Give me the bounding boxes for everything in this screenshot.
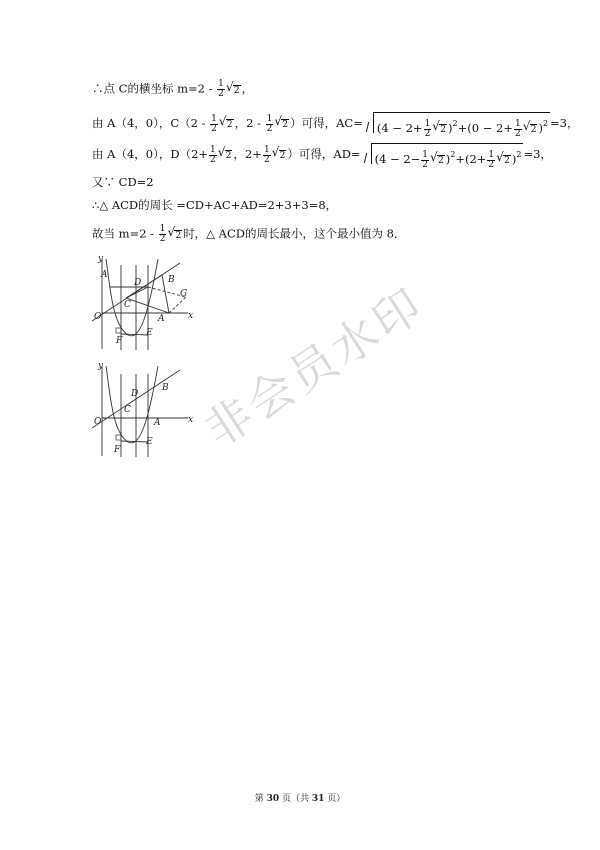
svg-text:C: C xyxy=(124,300,131,310)
svg-text:B: B xyxy=(168,275,175,285)
watermark: 非会员水印 xyxy=(194,276,434,458)
solution-line-3: 由 A（4，0），D（2+ $\frac{1}{2}$ √ 2 ，2+ $\frac{1}{2}$ √ 2 ）可得，AD= (4 − 2− $\frac{1}{2}$ √ 2 )$^2$+(2+ $\frac{1}{2}$ √ 2 )$^2$ =3， xyxy=(92,143,552,167)
svg-text:O: O xyxy=(94,312,102,322)
svg-text:x: x xyxy=(188,415,194,425)
svg-text:A: A xyxy=(158,314,165,324)
radical-ac: (4 − 2+ $\frac{1}{2}$ √ 2 )$^2$+(0 − 2+ $\frac{1}{2}$ √ 2 )$^2$ xyxy=(363,112,550,136)
svg-text:C: C xyxy=(124,405,131,415)
figure-1 xyxy=(88,255,198,355)
solution-line-2: 由 A（4，0），C（2 - $\frac{1}{2}$ √ 2 ，2 - $\frac{1}{2}$ √ 2 ）可得，AC= (4 − 2+ $\frac{1}{2}$ √ 2 )$^2$+(0 − 2+ $\frac{1}{2}$ √ 2 )$^2$ =3， xyxy=(92,112,578,136)
svg-text:y: y xyxy=(98,361,104,371)
svg-text:O: O xyxy=(94,417,102,427)
parabola xyxy=(106,259,158,336)
radical-ad: (4 − 2− $\frac{1}{2}$ √ 2 )$^2$+(2+ $\frac{1}{2}$ √ 2 )$^2$ xyxy=(361,143,524,167)
svg-text:F: F xyxy=(116,336,123,346)
svg-text:D: D xyxy=(131,389,139,399)
sqrt: √ 2 xyxy=(226,81,241,97)
fraction: $\frac{1}{2}$ xyxy=(218,79,224,99)
svg-text:G: G xyxy=(180,289,188,299)
solution-line-1: ∴点 C的横坐标 m=2 - $\frac{1}{2}$ √ 2 ， xyxy=(92,80,253,99)
svg-text:A: A xyxy=(101,270,108,280)
svg-text:x: x xyxy=(188,311,194,321)
svg-text:B: B xyxy=(162,383,169,393)
solution-line-4: 又∵ CD=2 xyxy=(92,175,154,189)
svg-text:D: D xyxy=(134,278,142,288)
svg-text:A: A xyxy=(154,418,161,428)
svg-text:E: E xyxy=(146,437,153,447)
solution-line-5: ∴△ ACD的周长 =CD+AC+AD=2+3+3=8， xyxy=(92,198,338,212)
solution-line-6: 故当 m=2 - $\frac{1}{2}$ √ 2 时，△ ACD的周长最小，这个最小值为 8． xyxy=(92,225,405,244)
figure-2 xyxy=(88,362,198,462)
svg-text:F: F xyxy=(114,445,121,455)
svg-text:y: y xyxy=(98,254,104,264)
parabola xyxy=(106,366,158,443)
svg-text:E: E xyxy=(146,328,153,338)
page-footer: 第 30 页（共 31 页） xyxy=(254,794,346,804)
